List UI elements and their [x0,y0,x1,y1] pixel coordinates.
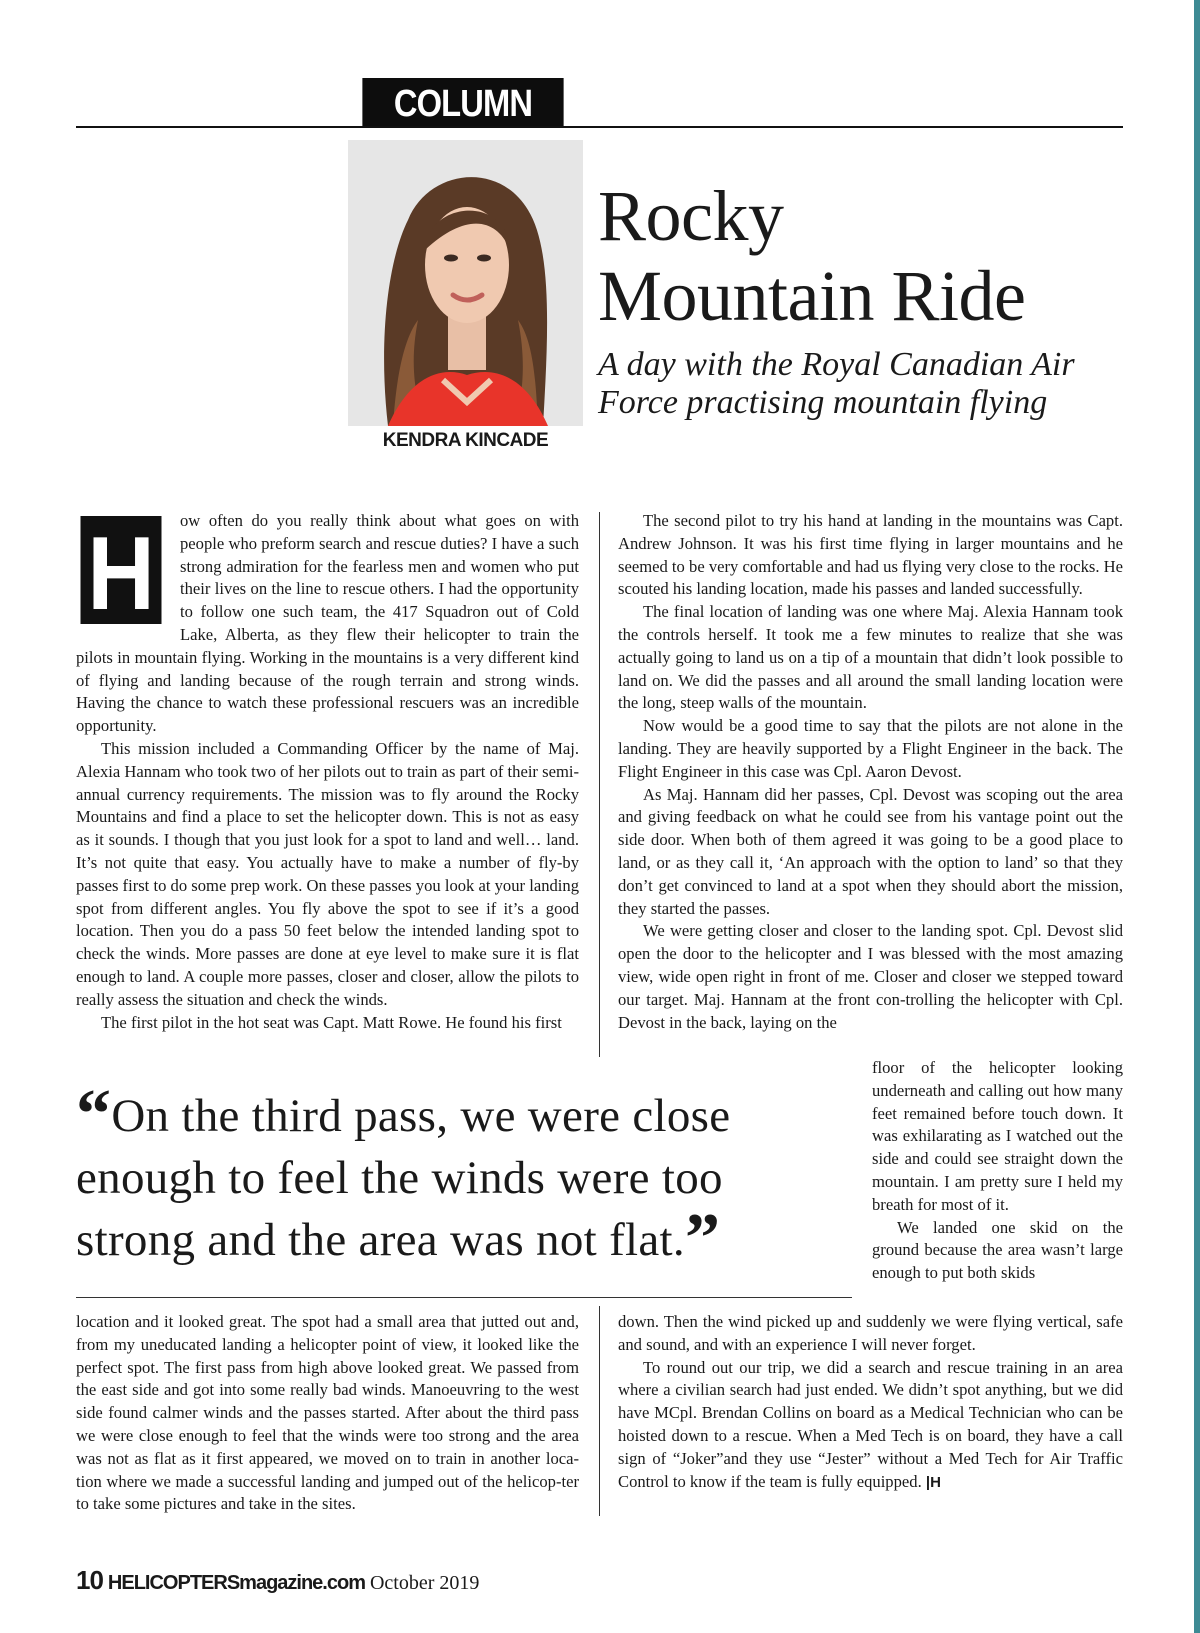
end-mark-icon: |H [925,1473,941,1491]
paragraph: As Maj. Hannam did her passes, Cpl. Devost was scoping out the area and giving feedback on what he could see from his vantage point out the side door. When both of them agreed it was going to be a good place to land, or as they call it, ‘An approach with the option to land’ so that they don’t get convinced to land at a spot when they should abort the mission, they started the passes. [618,784,1123,918]
paragraph [618,1357,1123,1495]
paragraph: Now would be a good time to say that the pilots are not alone in the landing. They are heavily supported by a Flight Engineer in the back. The Flight Engineer in this case was Cpl. Aaron Devost. [618,716,1123,781]
paragraph [76,510,579,738]
paragraph: We landed one skid on the ground because the area wasn’t large enough to put both skids [872,1217,1123,1283]
body-column-left-bottom [76,1311,579,1516]
article-title [598,176,1158,336]
footer-issue: October 2019 [369,1572,480,1594]
body-column-right-bottom [618,1311,1123,1494]
section-label: COLUMN [362,78,563,126]
close-quote-icon: ” [684,1200,721,1277]
paragraph: We were getting closer and closer to the landing spot. Cpl. Devost slid open the door to the helicopter and I was blessed with the most amazing view, wide open right in front of me. Closer and closer we stepped toward our target. Maj. Hannam at the front con-trolling the helicopter with Cpl. Devost in the back, laying on the [618,921,1123,1032]
body-column-right-narrow [872,1057,1123,1285]
column-divider-top [599,512,600,1057]
column-divider-bottom [599,1306,600,1516]
paragraph: down. Then the wind picked up and suddenly we were flying vertical, safe and sound, and with an experience I will never forget. [618,1312,1123,1354]
paragraph: floor of the helicopter looking underneath and calling out how many feet remained before touch down. It was exhilarating as I watched out the side and could see straight down the mountain. I am pretty sure I held my breath for most of it. [872,1058,1123,1214]
drop-cap: H [81,516,162,624]
article-subtitle: A day with the Royal Canadian Air Force practising mountain flying [598,346,1075,421]
title-line-2: Mountain Ride [598,256,1026,336]
paragraph: This mission included a Commanding Officer by the name of Maj. Alexia Hannam who took two of her pilots out to train as part of their semi-annual currency requirements. The mission was to fly around the Rocky Mountains and find a place to set the helicopter down. This is not as easy as it sounds. I though that you just look for a spot to land and well… land. It’s not quite that easy. You actually have to make a number of fly-by passes first to do some prep work. On these passes you look at your landing spot from different angles. You fly above the spot to see if it’s a good location. Then you do a pass 50 feet below the intended landing spot to check the winds. More passes are done at eye level to make sure it is flat enough to land. A couple more passes, closer and closer, allow the pilots to really assess the situation and check the winds. [76,738,579,1009]
open-quote-icon: “ [76,1076,112,1153]
author-photo [348,140,583,426]
body-column-right-top [618,510,1123,1034]
title-line-1: Rocky [598,176,784,256]
author-name: KENDRA KINCADE [382,430,549,451]
page-edge-bar [1194,0,1200,1633]
body-column-left-top [76,510,579,1034]
footer-site: HELICOPTERSmagazine.com [107,1572,365,1594]
header-rule [76,126,1123,128]
paragraph: The second pilot to try his hand at landing in the mountains was Capt. Andrew Johnson. It was his first time flying in larger mountains and he seemed to be very comfortable and had us flying very close to the rocks. He scouted his landing location, made his passes and landed successfully. [618,511,1123,599]
page-number: 10 [76,1565,103,1595]
paragraph: location and it looked great. The spot had a small area that jutted out and, from my uneducated landing a helicopter point of view, it looked like the perfect spot. The first pass from high above looked great. We passed from the east side and got into some really bad winds. Manoeuvring to the west side found calmer winds and the passes started. After about the third pass we were close enough to feel that the winds were too strong and the area was not as flat as it first appeared, we moved on to train in another loca-tion where we made a successful landing and jumped out of the helicop-ter to take some pictures and take in the sites. [76,1312,579,1514]
paragraph: The final location of landing was one where Maj. Alexia Hannam took the controls herself. It took me a few minutes to realize that she was actually going to land us on a tip of a mountain that didn’t look possible to land on. We did the passes and all around the small landing location were the long, steep walls of the mountain. [618,602,1123,713]
page-footer [76,1565,479,1596]
pull-quote-rule [76,1297,852,1298]
pull-quote [76,1076,816,1277]
pull-quote-text: On the third pass, we were close enough to feel the winds were too strong and the area was not flat. [76,1090,731,1266]
paragraph-text: ow often do you really think about what goes on with people who preform search and rescue duties? I have a such strong admiration for the fearless men and women who put their lives on the line to rescue others. I had the opportunity to follow one such team, the 417 Squadron out of Cold Lake, Alberta, as they flew their helicopter to train the pilots in mountain flying. Working in the mountains is a very different kind of flying and landing because of the rough terrain and strong winds. Having the chance to watch these professional rescuers was an incredible opportunity. [76,511,579,736]
paragraph-text: To round out our trip, we did a search and rescue training in an area where a civilian search had just ended. We didn’t spot anything, but we did have MCpl. Brendan Collins on board as a Medical Technician who can be hoisted down to a rescue. When a Med Tech is on board, they have a call sign of “Joker”and they use “Jester” without a Med Tech for Air Traffic Control to know if the team is fully equipped. [618,1357,1123,1491]
paragraph: The first pilot in the hot seat was Capt. Matt Rowe. He found his first [101,1012,562,1032]
